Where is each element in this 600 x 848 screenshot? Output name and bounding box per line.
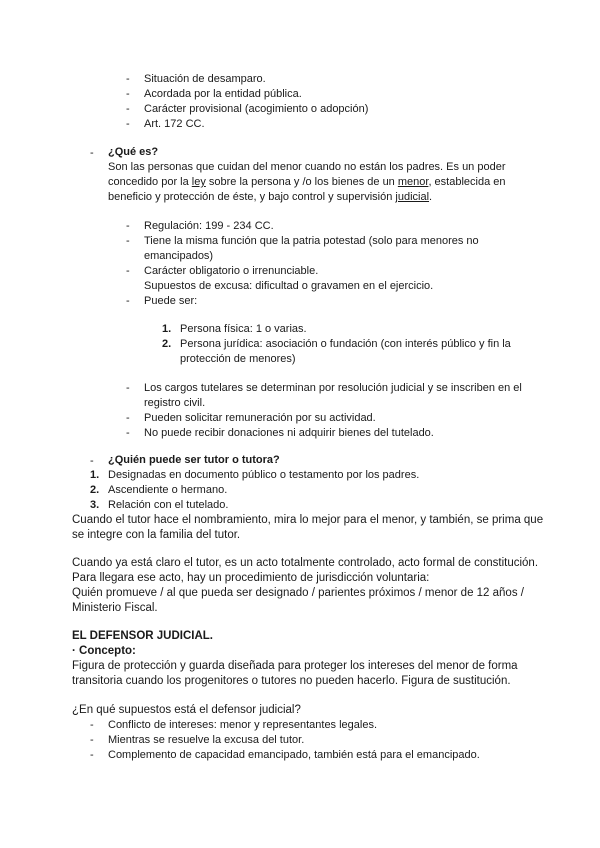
paragraph-line: Cuando ya está claro el tutor, es un acto totalmente controlado, acto formal de constitución. [72, 557, 539, 569]
numbered-item: Relación con el tutelado. [108, 499, 229, 511]
numbered-item: Persona jurídica: asociación o fundación (con interés público y fin la [180, 338, 511, 350]
menor-link[interactable]: menor [397, 176, 429, 188]
list-bullet: - [90, 749, 94, 761]
list-bullet: - [126, 73, 130, 85]
list-bullet: - [126, 382, 130, 394]
list-bullet: - [126, 220, 130, 232]
numbered-item: Designadas en documento público o testamento por los padres. [108, 469, 420, 481]
concepto-heading: · Concepto: [72, 645, 136, 657]
text-run: , establecida en [428, 176, 506, 188]
text-run: . [429, 191, 433, 203]
list-bullet: - [90, 147, 94, 159]
list-item: Mientras se resuelve la excusa del tutor. [108, 734, 305, 746]
list-item: Pueden solicitar remuneración por su actividad. [144, 412, 376, 424]
numbered-marker: 3. [90, 499, 100, 511]
paragraph-line: Para llegara ese acto, hay un procedimiento de jurisdicción voluntaria: [72, 572, 430, 584]
list-item: Acordada por la entidad pública. [144, 88, 302, 100]
list-bullet: - [126, 265, 130, 277]
list-item: Carácter obligatorio o irrenunciable. [144, 265, 319, 277]
list-bullet: - [126, 295, 130, 307]
definition-line [108, 190, 432, 204]
text-run: beneficio y protección de éste, y bajo control y supervisión [108, 191, 396, 203]
list-item: Complemento de capacidad emancipado, también está para el emancipado. [108, 749, 480, 761]
paragraph-line: Cuando el tutor hace el nombramiento, mira lo mejor para el menor, y también, se prima que [72, 514, 544, 526]
list-item: Situación de desamparo. [144, 73, 266, 85]
list-bullet: - [90, 719, 94, 731]
section-heading-que-es: ¿Qué es? [108, 146, 159, 158]
definition-line: Son las personas que cuidan del menor cuando no están los padres. Es un poder [108, 161, 506, 173]
list-bullet: - [90, 455, 94, 467]
numbered-item-continuation: protección de menores) [180, 353, 296, 365]
paragraph-line: Ministerio Fiscal. [72, 602, 158, 614]
list-item: Los cargos tutelares se determinan por resolución judicial y se inscriben en el [144, 382, 522, 394]
list-item: Conflicto de intereses: menor y representantes legales. [108, 719, 378, 731]
section-title-defensor: EL DEFENSOR JUDICIAL. [72, 630, 213, 642]
paragraph-line: se integre con la familia del tutor. [72, 529, 241, 541]
paragraph-line: Quién promueve / al que pueda ser designado / parientes próximos / menor de 12 años / [72, 587, 524, 599]
text-run: concedido por la [108, 176, 192, 188]
question-line: ¿En qué supuestos está el defensor judicial? [72, 704, 301, 716]
list-item-continuation: emancipados) [144, 250, 214, 262]
list-bullet: - [126, 103, 130, 115]
list-item: No puede recibir donaciones ni adquirir bienes del tutelado. [144, 427, 434, 439]
list-bullet: - [126, 88, 130, 100]
numbered-marker: 2. [90, 484, 100, 496]
list-item-continuation: Supuestos de excusa: dificultad o gravamen en el ejercicio. [144, 280, 434, 292]
paragraph-line: transitoria cuando los progenitores o tutores no pueden hacerlo. Figura de sustitución. [72, 675, 511, 687]
ley-link[interactable]: ley [191, 176, 206, 188]
list-item: Art. 172 CC. [144, 118, 205, 130]
numbered-item: Persona física: 1 o varias. [180, 323, 307, 335]
numbered-marker: 1. [162, 323, 172, 335]
list-bullet: - [126, 427, 130, 439]
list-bullet: - [126, 118, 130, 130]
section-heading-quien: ¿Quién puede ser tutor o tutora? [108, 454, 280, 466]
list-item: Regulación: 199 - 234 CC. [144, 220, 274, 232]
numbered-item: Ascendiente o hermano. [108, 484, 228, 496]
list-item-continuation: registro civil. [144, 397, 206, 409]
list-item: Puede ser: [144, 295, 198, 307]
numbered-marker: 2. [162, 338, 172, 350]
list-bullet: - [90, 734, 94, 746]
numbered-marker: 1. [90, 469, 100, 481]
definition-line [108, 175, 506, 189]
list-item: Carácter provisional (acogimiento o adopción) [144, 103, 369, 115]
list-bullet: - [126, 235, 130, 247]
judicial-link[interactable]: judicial [395, 191, 430, 203]
paragraph-line: Figura de protección y guarda diseñada para proteger los intereses del menor de forma [72, 660, 518, 672]
list-item: Tiene la misma función que la patria potestad (solo para menores no [144, 235, 479, 247]
list-bullet: - [126, 412, 130, 424]
text-run: sobre la persona y /o los bienes de un [205, 176, 398, 188]
